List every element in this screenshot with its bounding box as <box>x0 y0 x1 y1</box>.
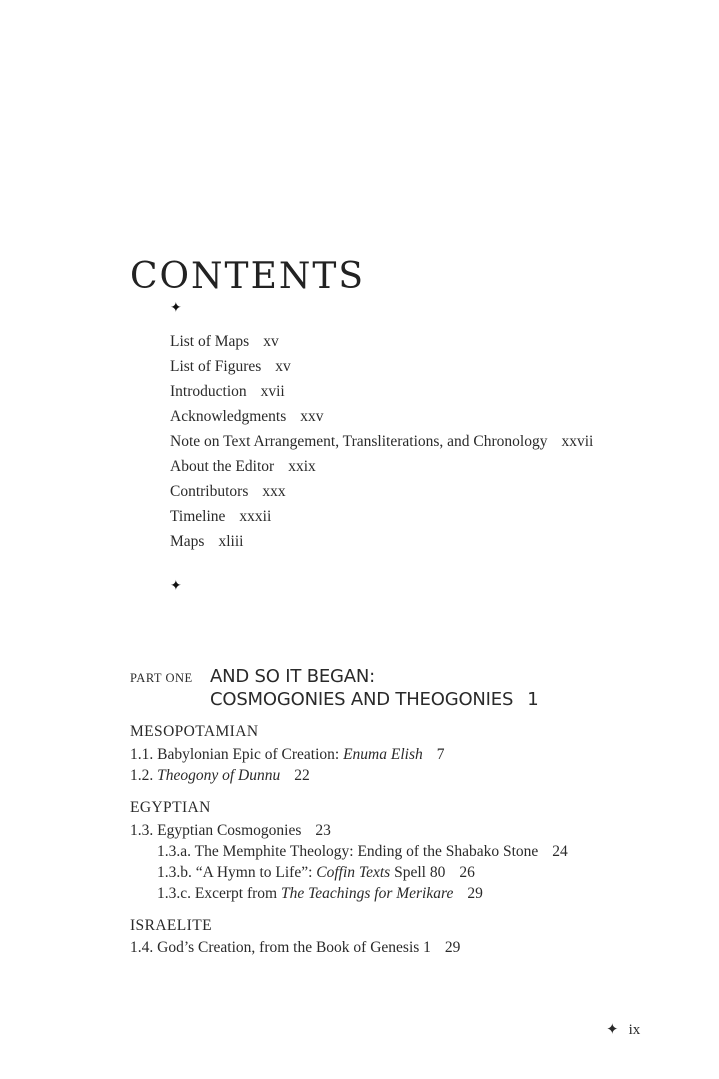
entry-text: 1.2. <box>130 767 158 784</box>
entry-page: 24 <box>552 843 568 860</box>
part-label: PART ONE <box>130 671 193 685</box>
toc-item-note-on-text-arrangement[interactable] <box>170 432 593 452</box>
entry-text: 1.4. God’s Creation, from the Book of Genesis 1 <box>130 939 431 956</box>
entry-page: 29 <box>444 939 461 956</box>
toc-item-about-the-editor[interactable] <box>170 457 316 477</box>
toc-item-label: Timeline <box>170 508 226 525</box>
entry-page: 7 <box>436 746 445 763</box>
toc-item-introduction[interactable] <box>170 382 285 402</box>
toc-item-page: xxx <box>262 483 286 500</box>
toc-item-page: xliii <box>218 533 244 550</box>
section-heading-egyptian: EGYPTIAN <box>130 799 211 816</box>
entry-text: 1.1. Babylonian Epic of Creation: <box>130 746 344 763</box>
section-heading-mesopotamian: MESOPOTAMIAN <box>130 723 259 740</box>
ornament-bottom: ✦ <box>170 579 182 594</box>
entry-italic-title: Theogony of Dunnu <box>157 767 281 784</box>
ornament-top: ✦ <box>170 301 182 316</box>
entry-page: 29 <box>467 885 483 902</box>
toc-item-page: xv <box>263 333 279 350</box>
part-title-line-1[interactable] <box>210 665 375 689</box>
page-folio <box>606 1021 640 1039</box>
toc-item-list-of-maps[interactable] <box>170 332 279 352</box>
entry-page: 22 <box>294 767 310 784</box>
toc-item-page: xxvii <box>561 433 594 450</box>
toc-item-contributors[interactable] <box>170 482 286 502</box>
toc-item-list-of-figures[interactable] <box>170 357 291 377</box>
toc-entry-1-2[interactable] <box>130 766 310 786</box>
entry-italic-title: Coffin Texts <box>316 864 391 881</box>
toc-item-acknowledgments[interactable] <box>170 407 323 427</box>
entry-text: 1.3.b. “A Hymn to Life”: <box>157 864 317 881</box>
toc-item-page: xxxii <box>239 508 272 525</box>
entry-italic-title: Enuma Elish <box>343 746 423 763</box>
entry-page: 23 <box>315 822 331 839</box>
toc-item-page: xxix <box>288 458 316 475</box>
entry-text: 1.3.a. The Memphite Theology: Ending of the Shabako Stone <box>157 843 539 860</box>
entry-text: 1.3. Egyptian Cosmogonies <box>130 822 302 839</box>
toc-entry-1-3-b[interactable] <box>157 863 475 883</box>
toc-item-label: Note on Text Arrangement, Transliterations, and Chronology <box>170 433 548 450</box>
toc-item-label: Acknowledgments <box>170 408 287 425</box>
toc-item-page: xxv <box>300 408 324 425</box>
page-title: CONTENTS <box>130 256 366 298</box>
toc-entry-1-3[interactable] <box>130 821 331 841</box>
folio-page-number: ix <box>628 1022 641 1038</box>
section-heading-israelite: ISRAELITE <box>130 917 212 934</box>
part-title-line-2[interactable] <box>210 688 538 712</box>
entry-page: 26 <box>459 864 475 881</box>
toc-item-timeline[interactable] <box>170 507 271 527</box>
toc-item-label: Introduction <box>170 383 247 400</box>
part-title-text: COSMOGONIES AND THEOGONIES <box>210 689 514 710</box>
toc-item-label: About the Editor <box>170 458 275 475</box>
toc-item-page: xv <box>275 358 291 375</box>
entry-italic-title: The Teachings for Merikare <box>280 885 454 902</box>
toc-item-maps[interactable] <box>170 532 243 552</box>
entry-text: 1.3.c. Excerpt from <box>157 885 281 902</box>
toc-entry-1-4[interactable] <box>130 938 460 958</box>
toc-item-label: List of Figures <box>170 358 262 375</box>
folio-ornament: ✦ <box>606 1022 619 1038</box>
entry-text-suffix: Spell 80 <box>390 864 446 881</box>
toc-entry-1-3-c[interactable] <box>157 884 483 904</box>
toc-item-label: List of Maps <box>170 333 250 350</box>
toc-entry-1-1[interactable] <box>130 745 445 765</box>
part-page: 1 <box>527 689 539 710</box>
toc-item-label: Contributors <box>170 483 249 500</box>
toc-item-page: xvii <box>260 383 285 400</box>
toc-item-label: Maps <box>170 533 205 550</box>
part-title-text: AND SO IT BEGAN: <box>210 666 376 687</box>
toc-entry-1-3-a[interactable] <box>157 842 568 862</box>
